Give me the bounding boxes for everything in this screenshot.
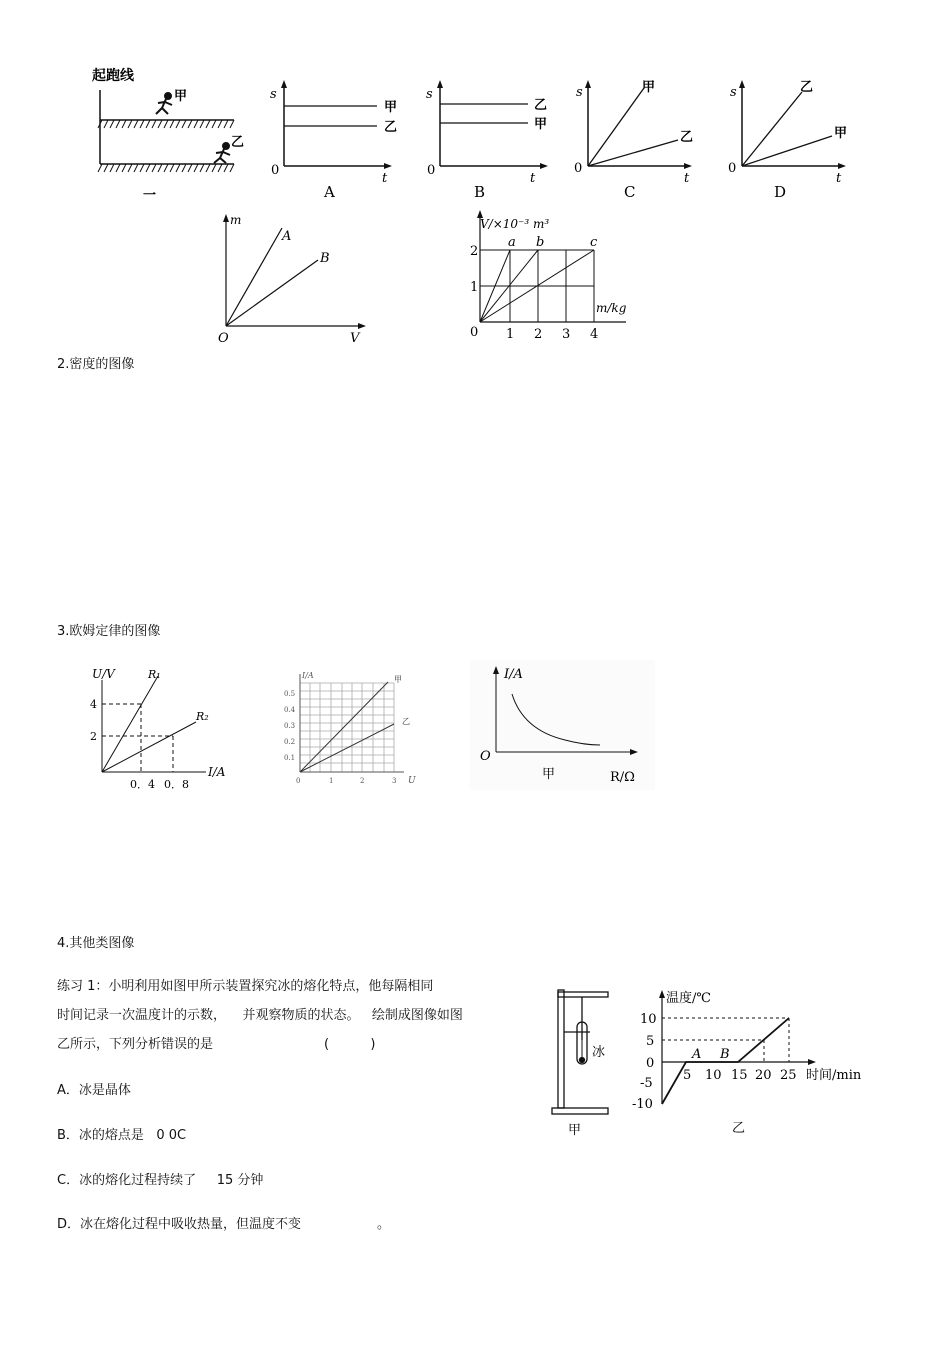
runner-b-icon <box>214 143 230 163</box>
vm-x-tick-3: 3 <box>562 327 571 342</box>
exercise-line-2: 时间记录一次温度计的示数， 并观察物质的状态。 绘制成图像如图 <box>57 1008 463 1023</box>
temp-x-tick-20: 20 <box>755 1068 772 1083</box>
vm-line-c: c <box>590 235 598 250</box>
iu-series-b: 乙 <box>402 717 410 726</box>
runner-b-label: 乙 <box>231 135 245 150</box>
graph-b-caption: B <box>474 183 486 201</box>
vm-line-a: a <box>508 235 516 250</box>
runner-a-icon <box>156 93 172 114</box>
ice-apparatus <box>548 982 618 1142</box>
vm-line-b: b <box>536 235 545 250</box>
temp-x-axis: 时间/min <box>806 1068 862 1083</box>
ir-caption: 甲 <box>542 767 556 782</box>
option-d-tail: 。 <box>377 1217 391 1232</box>
iu-x-tick-2: 2 <box>360 777 365 785</box>
temp-y-tick-m10: -10 <box>632 1097 653 1112</box>
volume-mass-graph <box>466 206 636 346</box>
iu-series-a: 甲 <box>394 675 402 684</box>
graph-a-origin: 0 <box>271 163 280 178</box>
graph-a-upper-label: 甲 <box>384 100 398 115</box>
exercise-line-1: 练习 1：小明利用如图甲所示装置探究冰的熔化特点，他每隔相同 <box>57 979 434 994</box>
graph-b-y-axis: s <box>426 87 433 102</box>
section-2-title: 2.密度的图像 <box>57 357 135 372</box>
graph-a-x-axis: t <box>382 171 388 186</box>
iu-x-tick-0: 0 <box>296 777 301 785</box>
iu-x-tick-3: 3 <box>392 777 397 785</box>
mv-line-a-label: A <box>282 229 292 244</box>
ir-x-axis: R/Ω <box>610 770 635 785</box>
iu-y-tick-03: 0.3 <box>284 722 296 730</box>
graph-d-caption: D <box>774 183 787 201</box>
current-voltage-graph <box>280 668 430 793</box>
mass-volume-graph <box>212 210 392 348</box>
section-4-title: 4.其他类图像 <box>57 936 135 951</box>
point-b-label: B <box>720 1047 730 1062</box>
graph-c-steep-label: 甲 <box>642 80 656 95</box>
ui-r2-label: R₂ <box>196 710 209 723</box>
vm-y-tick-2: 2 <box>470 244 479 259</box>
point-a-label: A <box>692 1047 702 1062</box>
graph-d-origin: 0 <box>728 161 737 176</box>
graph-a-caption: A <box>324 183 335 201</box>
temp-x-tick-15: 15 <box>731 1068 748 1083</box>
temperature-time-graph <box>632 982 877 1142</box>
temp-x-tick-5: 5 <box>683 1068 692 1083</box>
temp-y-tick-5: 5 <box>646 1034 655 1049</box>
runner-a-label: 甲 <box>174 89 188 104</box>
vm-y-axis: V/×10⁻³ m³ <box>480 217 550 231</box>
mv-x-axis: V <box>350 331 360 346</box>
mv-origin: O <box>218 331 229 346</box>
ir-origin: O <box>480 749 491 764</box>
graph-d-shallow-label: 甲 <box>834 126 848 141</box>
graph-a-y-axis: s <box>270 87 277 102</box>
mv-line-b-label: B <box>320 251 330 266</box>
vm-origin: 0 <box>470 325 479 340</box>
ui-y-axis: U/V <box>92 667 115 681</box>
graph-b-origin: 0 <box>427 163 436 178</box>
iu-y-tick-05: 0.5 <box>284 690 296 698</box>
graph-b <box>418 78 558 202</box>
option-c[interactable]: C．冰的熔化过程持续了 15 分钟 <box>57 1173 264 1188</box>
iu-x-tick-1: 1 <box>329 777 334 785</box>
graph-d-steep-label: 乙 <box>800 80 814 95</box>
graph-caption: 乙 <box>732 1121 746 1136</box>
vm-x-tick-1: 1 <box>506 327 515 342</box>
vm-y-tick-1: 1 <box>470 280 479 295</box>
graph-c <box>570 78 710 202</box>
scene-caption: 一 <box>143 188 157 202</box>
graph-d-y-axis: s <box>730 85 737 100</box>
start-line-label: 起跑线 <box>92 68 134 84</box>
ui-y-tick-4: 4 <box>90 698 97 711</box>
graph-c-y-axis: s <box>576 85 583 100</box>
graph-c-x-axis: t <box>684 171 690 186</box>
temp-x-tick-10: 10 <box>705 1068 722 1083</box>
race-scene <box>88 62 248 202</box>
race-scene-drawing <box>88 62 248 202</box>
temp-y-tick-0: 0 <box>646 1056 655 1071</box>
current-resistance-graph <box>470 660 655 790</box>
vm-x-axis: m/kg <box>596 301 627 315</box>
voltage-current-graph <box>88 662 248 792</box>
iu-y-tick-02: 0.2 <box>284 738 296 746</box>
graph-b-upper-label: 乙 <box>534 98 548 113</box>
graph-d <box>724 78 864 202</box>
temp-y-axis: 温度/℃ <box>666 991 711 1006</box>
temp-x-tick-25: 25 <box>780 1068 797 1083</box>
ice-label: 冰 <box>592 1045 606 1060</box>
graph-a-lower-label: 乙 <box>384 120 398 135</box>
ui-x-tick-2: 0．8 <box>164 778 189 791</box>
graph-b-lower-label: 甲 <box>534 117 548 132</box>
iu-y-tick-01: 0.1 <box>284 754 296 762</box>
graph-c-origin: 0 <box>574 161 583 176</box>
graph-d-x-axis: t <box>836 171 842 186</box>
vm-x-tick-2: 2 <box>534 327 543 342</box>
option-a[interactable]: A．冰是晶体 <box>57 1083 131 1098</box>
option-b[interactable]: B．冰的熔点是 0 0C <box>57 1128 187 1143</box>
answer-bracket: ( ) <box>324 1037 376 1052</box>
apparatus-caption: 甲 <box>568 1123 582 1138</box>
ui-x-axis: I/A <box>208 765 226 779</box>
ir-y-axis: I/A <box>504 667 523 682</box>
iu-y-axis: I/A <box>302 671 314 680</box>
ui-x-tick-1: 0．4 <box>130 778 155 791</box>
graph-c-caption: C <box>624 183 636 201</box>
temp-y-tick-m5: -5 <box>640 1076 653 1091</box>
ui-r1-label: R₁ <box>148 668 161 681</box>
exercise-line-3: 乙所示，下列分析错误的是 <box>57 1037 214 1052</box>
ui-y-tick-2: 2 <box>90 730 97 743</box>
vm-x-tick-4: 4 <box>590 327 599 342</box>
graph-c-shallow-label: 乙 <box>680 130 694 145</box>
iu-y-tick-04: 0.4 <box>284 706 296 714</box>
temp-y-tick-10: 10 <box>640 1012 657 1027</box>
mv-y-axis: m <box>230 213 242 227</box>
section-3-title: 3.欧姆定律的图像 <box>57 624 161 639</box>
iu-x-axis: U <box>408 776 416 786</box>
graph-b-x-axis: t <box>530 171 536 186</box>
graph-a <box>262 78 402 202</box>
option-d[interactable]: D．冰在熔化过程中吸收热量，但温度不变 <box>57 1217 302 1232</box>
